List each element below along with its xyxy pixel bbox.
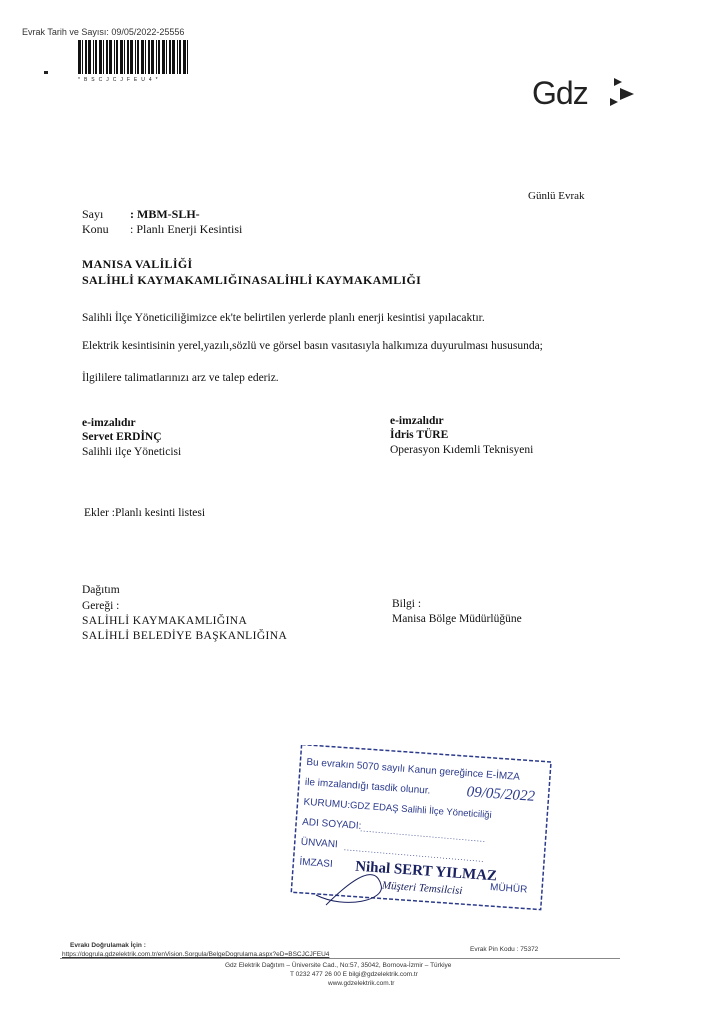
stamp-signer-name: Nihal SERT YILMAZ bbox=[354, 858, 498, 885]
barcode-bar bbox=[187, 40, 188, 74]
barcode-text: *BSCJCJFEU4* bbox=[78, 77, 162, 83]
barcode-bar bbox=[148, 40, 150, 74]
barcode-bar bbox=[135, 40, 136, 74]
barcode-bar bbox=[156, 40, 157, 74]
barcode-bar bbox=[99, 40, 102, 74]
footer-website[interactable]: www.gdzelektrik.com.tr bbox=[328, 980, 395, 987]
barcode-bar bbox=[114, 40, 115, 74]
stamp-line-2: ile imzalandığı tasdik olunur. bbox=[304, 776, 431, 797]
barcode-bar bbox=[127, 40, 129, 74]
ekler-line: Ekler :Planlı kesinti listesi bbox=[84, 507, 206, 519]
barcode-bar bbox=[177, 40, 178, 74]
barcode-bar bbox=[130, 40, 133, 74]
signature-1-title: Salihli ilçe Yöneticisi bbox=[82, 446, 182, 458]
barcode-bar bbox=[166, 40, 167, 74]
barcode-bar bbox=[145, 40, 146, 74]
stamp-signer-title: Müşteri Temsilcisi bbox=[381, 879, 463, 898]
barcode-bar bbox=[95, 40, 97, 74]
barcode-bar bbox=[78, 40, 81, 74]
barcode-bar bbox=[106, 40, 108, 74]
barcode-bar bbox=[103, 40, 104, 74]
barcode-bar bbox=[162, 40, 165, 74]
barcode-bar bbox=[169, 40, 171, 74]
handwritten-signature-mark bbox=[316, 875, 381, 905]
barcode-bar bbox=[141, 40, 144, 74]
sayi-label: Sayı bbox=[82, 207, 104, 221]
konu-label: Konu bbox=[82, 222, 109, 236]
gdz-logo bbox=[532, 75, 588, 112]
barcode-bar bbox=[172, 40, 175, 74]
signature-2-name: İdris TÜRE bbox=[390, 429, 449, 441]
signature-2-title: Operasyon Kıdemli Teknisyeni bbox=[390, 444, 534, 456]
e-signature-stamp bbox=[286, 745, 554, 913]
body-paragraph: Elektrik kesintisinin yerel,yazılı,sözlü ve görsel basın vasıtasıyla halkımıza duyurulması hususunda; bbox=[82, 340, 543, 352]
barcode-bar bbox=[109, 40, 112, 74]
signature-1-name: Servet ERDİNÇ bbox=[82, 431, 162, 443]
stamp-kurumu-value: :GDZ EDAŞ Salihli İlçe Yöneticiliği bbox=[347, 799, 493, 821]
evrak-date-number: Evrak Tarih ve Sayısı: 09/05/2022-25556 bbox=[22, 27, 185, 37]
stamp-muhur: MÜHÜR bbox=[489, 882, 528, 896]
barcode-bar bbox=[82, 40, 83, 74]
footer-verify-url[interactable]: https://dogrula.gdzelektrik.com.tr/enVision.Sorgula/BelgeDogrulama.aspx?eD=BSCJCJFEU4 bbox=[62, 951, 330, 958]
barcode-bar bbox=[137, 40, 139, 74]
barcode bbox=[78, 40, 190, 74]
sayi-value: : MBM-SLH- bbox=[130, 207, 200, 221]
footer-pin-code: Evrak Pin Kodu : 75372 bbox=[470, 946, 539, 953]
logo-arrows-icon bbox=[608, 76, 638, 108]
barcode-bar bbox=[124, 40, 125, 74]
signature-1-status: e-imzalıdır bbox=[82, 417, 136, 429]
addressee-line-2: SALİHLİ KAYMAKAMLIĞINASALİHLİ KAYMAKAMLIĞI bbox=[82, 273, 422, 287]
footer-divider bbox=[60, 958, 620, 959]
geregi-item: SALİHLİ KAYMAKAMLIĞINA bbox=[82, 615, 248, 627]
konu-value: : Planlı Enerji Kesintisi bbox=[130, 222, 243, 236]
scan-mark bbox=[44, 71, 48, 74]
stamp-date: 09/05/2022 bbox=[466, 784, 536, 805]
body-paragraph: Salihli İlçe Yöneticiliğimizce ek'te belirtilen yerlerde planlı enerji kesintisi yapılacaktır. bbox=[82, 312, 485, 324]
barcode-bar bbox=[151, 40, 154, 74]
barcode-bar bbox=[158, 40, 160, 74]
bilgi-item: Manisa Bölge Müdürlüğüne bbox=[392, 613, 522, 625]
addressee-line-1: MANISA VALİLİĞİ bbox=[82, 257, 193, 271]
barcode-bar bbox=[120, 40, 123, 74]
barcode-bar bbox=[88, 40, 91, 74]
dagitim-label: Dağıtım bbox=[82, 584, 120, 596]
footer-verify-label: Evrakı Doğrulamak İçin : bbox=[70, 942, 146, 949]
bilgi-label: Bilgi : bbox=[392, 598, 422, 610]
stamp-unvani-label: ÜNVANI bbox=[300, 836, 339, 851]
body-paragraph: İlgililere talimatlarınızı arz ve talep ederiz. bbox=[82, 372, 279, 384]
gunlu-evrak-label: Günlü Evrak bbox=[528, 190, 585, 202]
barcode-bar bbox=[183, 40, 186, 74]
stamp-kurumu-label: KURUMU bbox=[303, 796, 348, 811]
barcode-bar bbox=[85, 40, 87, 74]
geregi-label: Gereği : bbox=[82, 600, 120, 612]
stamp-imzasi-label: İMZASI bbox=[299, 856, 334, 870]
stamp-line-1: Bu evrakın 5070 sayılı Kanun gereğince E-İMZA bbox=[305, 756, 521, 783]
footer-contact: T 0232 477 26 00 E bilgi@gdzelektrik.com.tr bbox=[290, 971, 418, 978]
logo-text: Gdz bbox=[532, 75, 588, 111]
footer-company: Gdz Elektrik Dağıtım – Üniversite Cad., No:57, 35042, Bornova-İzmir – Türkiye bbox=[225, 962, 452, 969]
signature-2-status: e-imzalıdır bbox=[390, 415, 444, 427]
barcode-bar bbox=[116, 40, 118, 74]
barcode-bar bbox=[93, 40, 94, 74]
barcode-bar bbox=[179, 40, 181, 74]
stamp-adi-soyadi-label: ADI SOYADI: bbox=[301, 816, 362, 832]
geregi-item: SALİHLİ BELEDİYE BAŞKANLIĞINA bbox=[82, 630, 288, 642]
